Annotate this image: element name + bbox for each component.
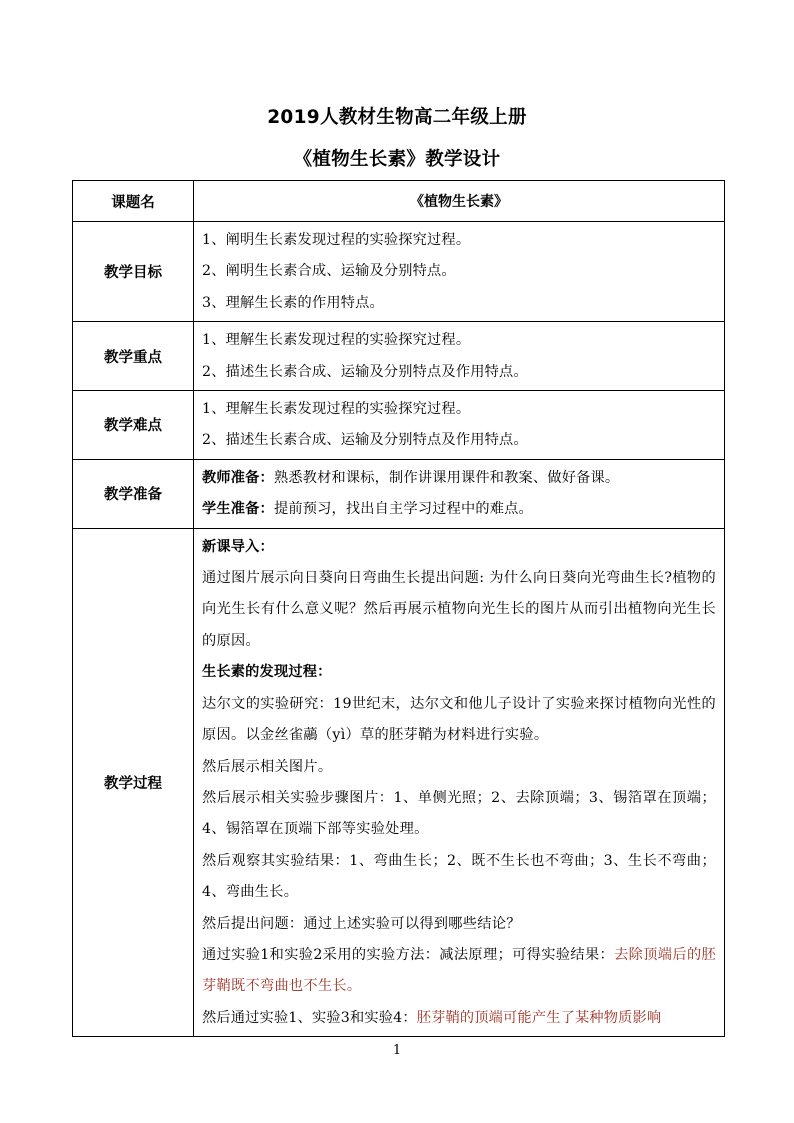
experiment-results-paragraph: 然后观察其实验结果：1、弯曲生长；2、既不生长也不弯曲；3、生长不弯曲；4、弯曲生长。 [202,852,716,901]
student-preparation-text: 提前预习，找出自主学习过程中的难点。 [273,501,533,518]
row-label-topic: 课题名 [73,181,194,222]
conclusion-2-highlight: 胚芽鞘的顶端可能产生了某种物质影响 [416,1009,662,1026]
row-label-preparation: 教学准备 [73,459,194,528]
conclusion-paragraph-2 [202,1003,716,1034]
objective-item: 1、阐明生长素发现过程的实验探究过程。 [202,232,471,248]
teacher-preparation-label: 教师准备： [202,469,274,486]
conclusion-2-text: 然后通过实验1、实验3和实验4： [202,1009,417,1026]
process-content [194,528,725,1037]
difficulties-content [194,391,725,460]
objectives-content [194,222,725,322]
table-row-objectives [73,222,725,322]
objective-item: 3、理解生长素的作用特点。 [202,294,384,311]
document-title: 2019人教材生物高二年级上册 [267,107,527,128]
student-preparation [202,494,716,525]
student-preparation-label: 学生准备： [202,501,274,518]
topic-value: 《植物生长素》 [194,181,725,222]
table-row-difficulties [73,391,725,460]
key-point-item: 1、理解生长素发现过程的实验探究过程。 [202,332,471,349]
row-label-process: 教学过程 [73,528,194,1037]
intro-heading: 新课导入： [202,538,274,555]
row-label-difficulties: 教学难点 [73,391,194,460]
difficulty-item: 2、描述生长素合成、运输及分别特点及作用特点。 [202,432,528,449]
experiment-steps-paragraph: 然后展示相关实验步骤图片：1、单侧光照；2、去除顶端；3、锡箔罩在顶端；4、锡箔罩在顶端下部等实验处理。 [202,789,716,838]
table-row-topic [73,181,725,222]
objective-item: 2、阐明生长素合成、运输及分别特点。 [202,263,456,280]
document-subtitle: 《植物生长素》教学设计 [293,149,501,170]
key-point-item: 2、描述生长素合成、运输及分别特点及作用特点。 [202,363,528,380]
row-label-objectives: 教学目标 [73,222,194,322]
page-number: 1 [392,1043,402,1058]
intro-paragraph: 通过图片展示向日葵向日弯曲生长提出问题: 为什么向日葵向光弯曲生长?植物的向光生长有什么意义呢？然后再展示植物向光生长的图片从而引出植物向光生长的原因。 [202,570,716,649]
teacher-preparation-text: 熟悉教材和课标，制作讲课用课件和教案、做好备课。 [273,469,620,486]
teacher-preparation [202,463,716,494]
darwin-paragraph: 达尔文的实验研究：19世纪末，达尔文和他儿子设计了实验来探讨植物向光性的原因。以金丝雀虉（yì）草的胚芽鞘为材料进行实验。 [202,695,716,744]
table-row-key-points [73,322,725,391]
show-pictures-paragraph: 然后展示相关图片。 [202,758,333,775]
preparation-content [194,459,725,528]
question-paragraph: 然后提出问题：通过上述实验可以得到哪些结论？ [202,915,521,932]
table-row-process [73,528,725,1037]
discovery-heading: 生长素的发现过程： [202,664,332,681]
key-points-content [194,322,725,391]
difficulty-item: 1、理解生长素发现过程的实验探究过程。 [202,401,471,418]
conclusion-paragraph-1 [202,940,716,1003]
row-label-key-points: 教学重点 [73,322,194,391]
table-row-preparation [73,459,725,528]
lesson-plan-table [72,180,725,1037]
conclusion-1-text: 通过实验1和实验2采用的实验方法：减法原理；可得实验结果： [202,946,615,963]
conclusion-1-highlight: 去除顶端后的胚芽鞘既不弯曲也不生长。 [202,946,716,995]
